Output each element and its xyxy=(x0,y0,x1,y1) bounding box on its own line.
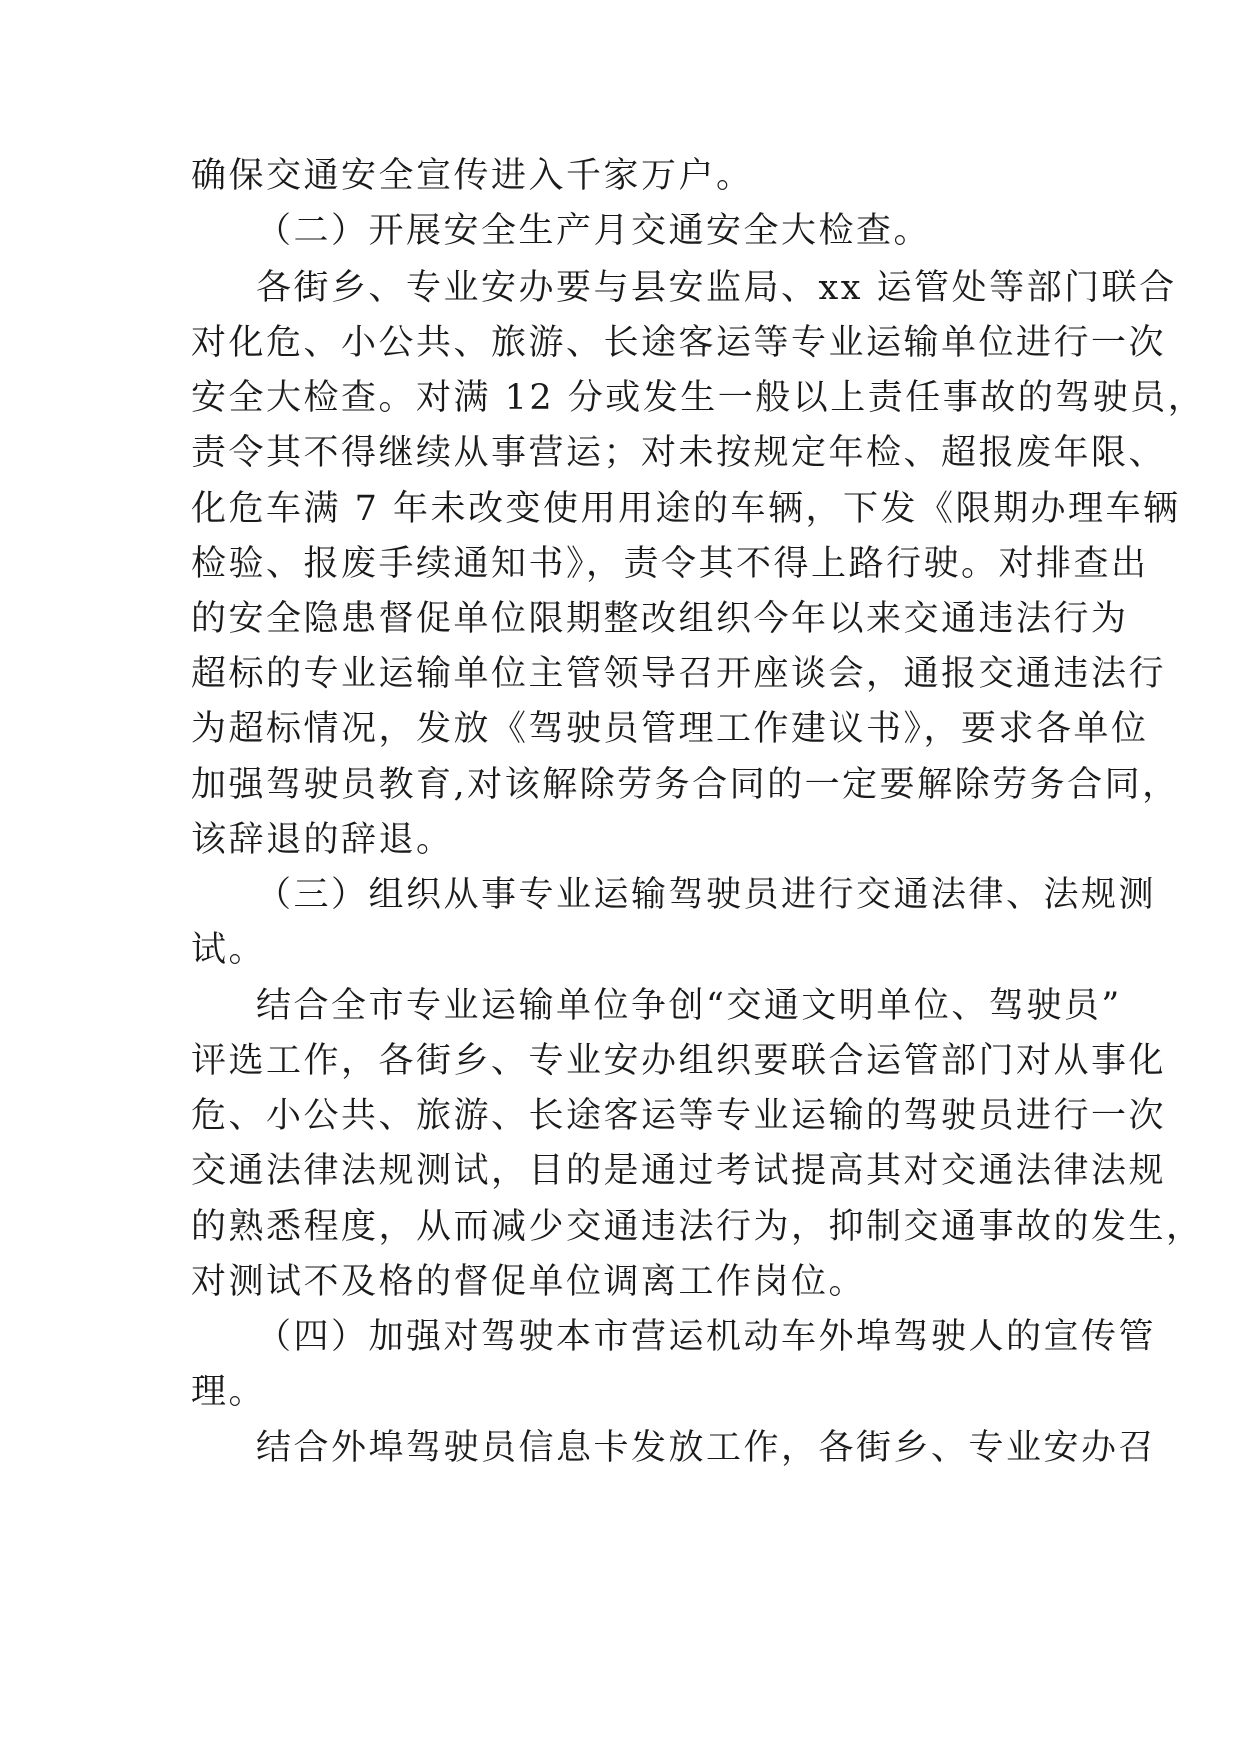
section-heading-cont: 理。 xyxy=(191,1372,267,1412)
text-line: 为超标情况，发放《驾驶员管理工作建议书》，要求各单位 xyxy=(191,709,1149,749)
text-line: 超标的专业运输单位主管领导召开座谈会，通报交通违法行 xyxy=(191,654,1167,694)
text-line: 确保交通安全宣传进入千家万户。 xyxy=(191,156,754,196)
text-line: 交通法律法规测试，目的是通过考试提高其对交通法律法规 xyxy=(191,1151,1167,1191)
text-line: 加强驾驶员教育,对该解除劳务合同的一定要解除劳务合同， xyxy=(191,765,1180,805)
text-line: 对化危、小公共、旅游、长途客运等专业运输单位进行一次 xyxy=(191,323,1167,363)
text-line: 检验、报废手续通知书》，责令其不得上路行驶。对排查出 xyxy=(191,544,1149,584)
text-line: 安全大检查。对满 12 分或发生一般以上责任事故的驾驶员， xyxy=(191,378,1206,418)
text-line: 化危车满 7 年未改变使用用途的车辆，下发《限期办理车辆 xyxy=(191,489,1181,529)
text-line: 危、小公共、旅游、长途客运等专业运输的驾驶员进行一次 xyxy=(191,1096,1167,1136)
text-line: 各街乡、专业安办要与县安监局、xx 运管处等部门联合 xyxy=(256,268,1177,308)
text-line: 责令其不得继续从事营运；对未按规定年检、超报废年限、 xyxy=(191,433,1167,473)
section-heading: （二）开展安全生产月交通安全大检查。 xyxy=(256,211,932,251)
text-line: 结合外埠驾驶员信息卡发放工作，各街乡、专业安办召 xyxy=(256,1428,1157,1468)
text-line: 评选工作，各街乡、专业安办组织要联合运管部门对从事化 xyxy=(191,1041,1167,1081)
section-heading: （三）组织从事专业运输驾驶员进行交通法律、法规测 xyxy=(256,875,1157,915)
text-line: 的熟悉程度，从而减少交通违法行为，抑制交通事故的发生， xyxy=(191,1207,1204,1247)
text-line: 该辞退的辞退。 xyxy=(191,820,454,860)
text-line: 的安全隐患督促单位限期整改组织今年以来交通违法行为 xyxy=(191,599,1129,639)
text-line: 对测试不及格的督促单位调离工作岗位。 xyxy=(191,1262,867,1302)
text-line: 结合全市专业运输单位争创“交通文明单位、驾驶员” xyxy=(256,986,1122,1026)
section-heading: （四）加强对驾驶本市营运机动车外埠驾驶人的宣传管 xyxy=(256,1317,1157,1357)
section-heading-cont: 试。 xyxy=(191,930,267,970)
